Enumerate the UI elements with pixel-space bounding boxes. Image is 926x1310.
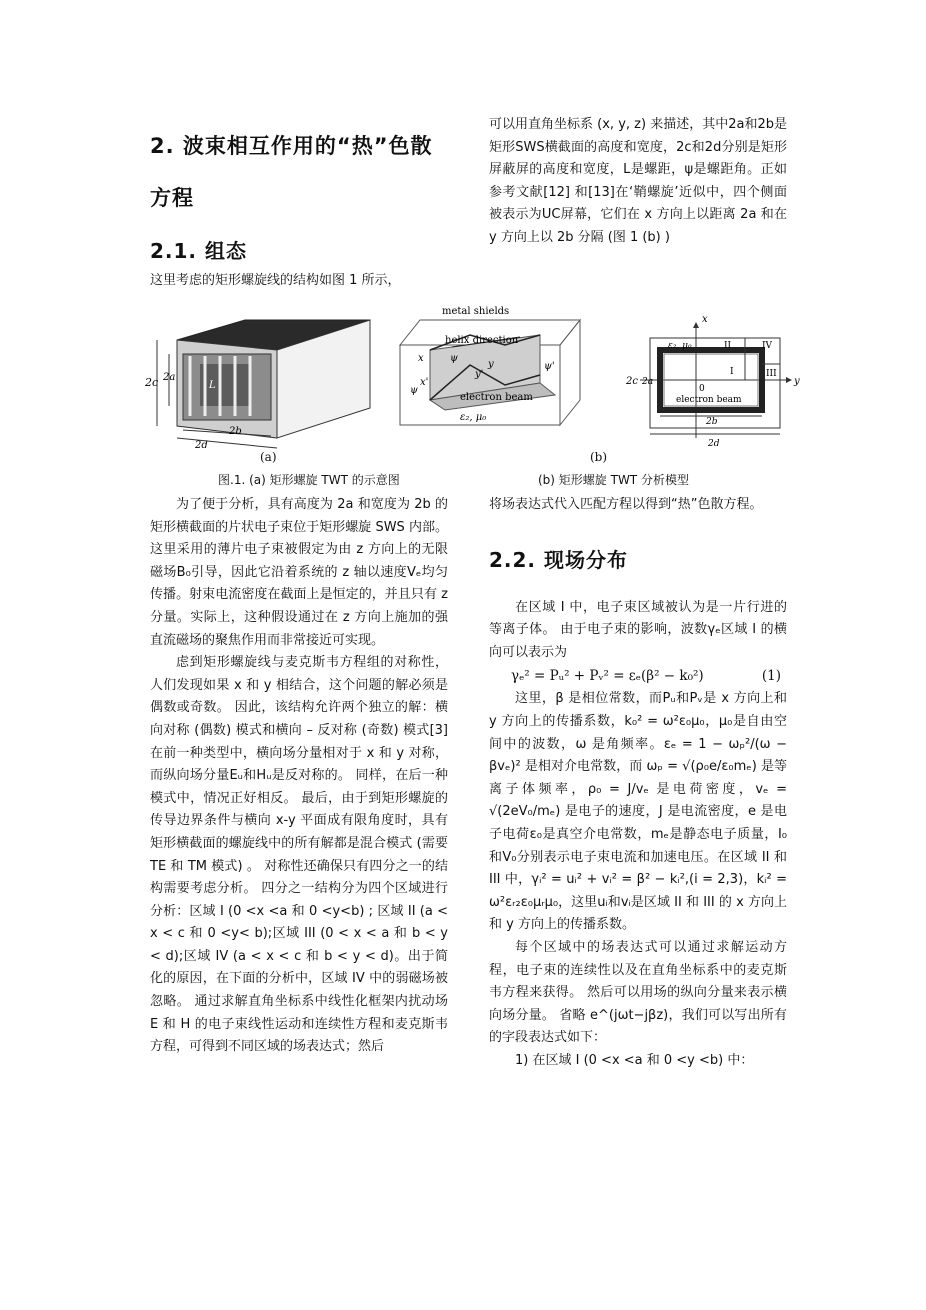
region-I-paragraph: 在区域 I 中，电子束区域被认为是一片行进的等离子体。 由于电子束的影响，波数γₑ区域 I 的横向可以表示为 (489, 599, 787, 660)
fig-c-region-IV-label: IV (762, 341, 773, 351)
fig-c-origin-label: 0 (699, 384, 705, 394)
fig-b-metal-shields-label: metal shields (442, 306, 510, 317)
equation-1-number: (1) (761, 668, 781, 685)
fig-b-y-label: y (488, 359, 494, 370)
figure-caption-b: (b) 矩形螺旋 TWT 分析模型 (538, 473, 689, 487)
section-title-line2: 方程 (150, 186, 194, 210)
fig-a-L-label: L (209, 380, 216, 391)
subsection-title-field-distribution: 2.2. 现场分布 (489, 547, 628, 572)
fig-c-x-label: x (702, 314, 708, 325)
figure-1a-label: (a) (260, 450, 277, 464)
fig-b-xprime-label: x' (420, 377, 429, 388)
figure-caption-a: 图.1. (a) 矩形螺旋 TWT 的示意图 (218, 473, 400, 487)
fig-b-eps-mu-label: ε₂, μ₀ (460, 412, 487, 423)
fig-c-2b-label: 2b (706, 417, 718, 427)
right-column-top (489, 114, 787, 250)
fig-b-psi2-label: ψ (410, 385, 418, 396)
right-column-body (489, 494, 787, 1072)
fig-a-2a-label: 2a (163, 372, 176, 383)
substitution-paragraph: 将场表达式代入匹配方程以得到“热”色散方程。 (489, 497, 763, 512)
figure-1b-label: (b) (590, 450, 608, 464)
field-expression-paragraph: 每个区域中的场表达式可以通过求解运动方程，电子束的连续性以及在直角坐标系中的麦克斯韦方程来获得。 然后可以用场的纵向分量来表示横向场分量。 省略 e^(jωt−jβz)，我们可以写出所有的字段表达式如下： (489, 939, 787, 1046)
fig-c-2c-label: 2c (626, 376, 638, 387)
fig-b-x-label: x (418, 353, 424, 364)
equation-1-body: γₑ² = Pᵤ² + Pᵥ² = εₑ(β² − k₀²) (511, 668, 704, 685)
fig-b-psiprime-label: ψ' (544, 361, 555, 372)
fig-c-region-III-label: III (766, 369, 777, 379)
figure-1-cross-section (610, 314, 810, 450)
fig-b-yprime-label: y' (475, 369, 484, 380)
fig-b-electron-beam-label: electron beam (460, 392, 533, 403)
figure-1b-model (390, 305, 590, 440)
fig-c-electron-beam-label: electron beam (676, 395, 742, 405)
region-I-list-item: 1) 在区域 I (0 <x <a 和 0 <y <b) 中： (515, 1052, 754, 1068)
fig-a-2b-label: 2b (229, 426, 242, 437)
symmetry-paragraph: 虑到矩形螺旋线与麦克斯韦方程组的对称性，人们发现如果 x 和 y 相结合，这个问题的解必须是偶数或奇数。 因此，该结构允许两个独立的解：横向对称 (偶数) 模式和横向 – 反对称 (奇数) 模式[3]在前一种类型中，横向场分量相对于 x 和 y 对称，而纵向场分量Eᵤ和Hᵤ是反对称的。 同样，在后一种模式中，情况正好相反。 最后，由于到矩形螺旋的传导边界条件与横向 x-y 平面成有限角度时，具有矩形横截面的螺旋线中的所有解都是混合模式 (需要 TE 和 TM 模式) 。 对称性还确保只有四分之一的结构需要考虑分析。 四分之一结构分为四个区域进行分析：区域 I (0 <x <a 和 0 <y<b) ; 区域 II (a < x < c 和 0 <y< b);区域 III (0 < x < a 和 b < y < d);区域 IV (a < x < c 和 b < y < d)。出于简化的原因，在下面的分析中，区域 IV 中的弱磁场被忽略。 通过求解直角坐标系中线性化框架内扰动场 E 和 H 的电子束线性运动和连续性方程和麦克斯韦方程，可得到不同区域的场表达式；然后 (150, 655, 448, 1055)
fig-c-2a-label: 2a (642, 377, 654, 387)
fig-c-eps-mu-label: ε₂, μ₀ (668, 341, 692, 351)
fig-c-y-label: y (794, 376, 800, 387)
figure-1a-schematic (145, 320, 375, 450)
equation-1 (489, 664, 787, 688)
definitions-paragraph: 这里，β 是相位常数，而Pᵤ和Pᵥ是 x 方向上和 y 方向上的传播系数，k₀² = ω²ε₀μ₀，μ₀是自由空间中的波数，ω 是角频率。εₑ = 1 − ωₚ²/(ω − βvₑ)² 是相对介电常数，而 ωₚ = √(ρ₀e/ε₀mₑ) 是等离子体频率，ρ₀ = J/vₑ 是电荷密度，vₑ = √(2eV₀/mₑ) 是电子的速度，J 是电流密度，e 是电子电荷ε₀是真空介电常数，mₑ是静态电子质量，I₀和V₀分别表示电子束电流和加速电压。在区域 II 和 III 中，γᵢ² = uᵢ² + vᵢ² = β² − kᵢ²,(i = 2,3)，kᵢ² = ω²εᵣ₂ε₀μᵣμ₀，这里uᵢ和vᵢ是区域 II 和 III 的 x 方向上和 y 方向上的传播系数。 (489, 691, 787, 933)
fig-c-region-I-label: I (730, 367, 734, 377)
fig-a-2c-label: 2c (145, 376, 159, 389)
fig-c-region-II-label: II (724, 341, 732, 351)
fig-a-2d-label: 2d (195, 440, 208, 451)
coordinate-paragraph: 可以用直角坐标系 (x, y, z) 来描述，其中2a和2b是矩形SWS横截面的高度和宽度，2c和2d分别是矩形屏蔽屏的高度和宽度，L是螺距，ψ是螺距角。正如参考文献[12] 和[13]在‘鞘螺旋’近似中，四个侧面被表示为UC屏幕，它们在 x 方向上以距离 2a 和在 y 方向上以 2b 分隔 (图 1 (b) ) (489, 117, 787, 245)
left-column-body (150, 494, 448, 1059)
subsection-title-configuration: 2.1. 组态 (150, 239, 247, 263)
intro-paragraph: 这里考虑的矩形螺旋线的结构如图 1 所示， (150, 273, 401, 288)
left-column-top (150, 120, 450, 293)
fig-b-psi-label: ψ (450, 353, 458, 364)
fig-c-2d-label: 2d (708, 439, 720, 449)
section-title-line1: 2. 波束相互作用的“热”色散 (150, 134, 433, 158)
fig-b-helix-direction-label: helix direction (445, 335, 519, 346)
figure-1 (140, 300, 800, 490)
sheet-beam-paragraph: 为了便于分析，具有高度为 2a 和宽度为 2b 的矩形横截面的片状电子束位于矩形螺旋 SWS 内部。 这里采用的薄片电子束被假定为由 z 方向上的无限磁场B₀引导，因此它沿着系统的 z 轴以速度Vₑ均匀传播。射束电流密度在截面上是恒定的，并且只有 z 分量。实际上，这种假设通过在 z 方向上施加的强直流磁场的聚焦作用而非常接近可实现。 (150, 497, 448, 648)
